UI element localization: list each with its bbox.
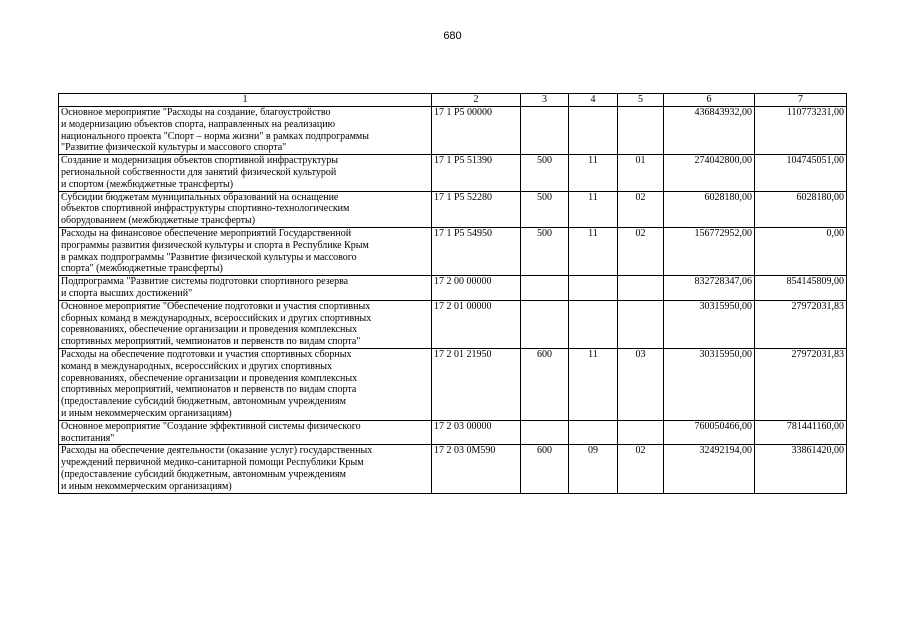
row-subsection: 01 bbox=[618, 155, 664, 191]
row-subsection: 03 bbox=[618, 348, 664, 420]
row-expense-type: 500 bbox=[521, 191, 569, 227]
row-amount-col6: 30315950,00 bbox=[664, 348, 755, 420]
table-body bbox=[59, 107, 847, 494]
description-line: спортивных мероприятий, чемпионатов и первенств по видам спорта bbox=[61, 384, 357, 396]
row-amount-col6: 436843932,00 bbox=[664, 107, 755, 155]
row-code: 17 1 P5 54950 bbox=[432, 227, 521, 275]
description-line: национального проекта "Спорт – норма жизни" в рамках подпрограммы bbox=[61, 130, 369, 142]
description-line: Подпрограмма "Развитие системы подготовки спортивного резерва bbox=[61, 276, 349, 288]
description-line: (предоставление субсидий бюджетным, автономным учреждениям bbox=[61, 396, 346, 408]
column-header: 2 bbox=[432, 94, 521, 107]
column-header: 5 bbox=[618, 94, 664, 107]
table-row bbox=[59, 191, 847, 227]
description-line: (предоставление субсидий бюджетным, автономным учреждениям bbox=[61, 468, 346, 480]
description-line: спортивных мероприятий, чемпионатов и первенств по видам спорта" bbox=[61, 336, 361, 348]
row-description bbox=[59, 155, 432, 191]
description-line: региональной собственности для занятий физической культурой bbox=[61, 166, 337, 178]
row-description bbox=[59, 227, 432, 275]
description-line: Создание и модернизация объектов спортивной инфраструктуры bbox=[61, 155, 338, 167]
table-row bbox=[59, 300, 847, 348]
description-line: оборудованием (межбюджетные трансферты) bbox=[61, 215, 256, 227]
row-amount-col6: 760050466,00 bbox=[664, 420, 755, 445]
description-line: команд в международных, всероссийских и других спортивных bbox=[61, 360, 333, 372]
row-amount-col7: 6028180,00 bbox=[755, 191, 847, 227]
table-row bbox=[59, 348, 847, 420]
row-subsection bbox=[618, 107, 664, 155]
row-expense-type bbox=[521, 276, 569, 301]
description-line: и иным некоммерческим организациям) bbox=[61, 407, 232, 419]
row-expense-type: 500 bbox=[521, 155, 569, 191]
description-line: и спортом (межбюджетные трансферты) bbox=[61, 178, 234, 190]
table-header-row bbox=[59, 94, 847, 107]
description-line: объектов спортивной инфраструктуры спортивно-технологическим bbox=[61, 203, 350, 215]
row-description bbox=[59, 445, 432, 493]
row-section bbox=[569, 300, 618, 348]
description-line: в рамках подпрограммы "Развитие физической культуры и массового bbox=[61, 251, 357, 263]
row-description bbox=[59, 348, 432, 420]
description-line: спорта" (межбюджетные трансферты) bbox=[61, 263, 223, 275]
row-amount-col7: 781441160,00 bbox=[755, 420, 847, 445]
row-subsection: 02 bbox=[618, 191, 664, 227]
row-subsection bbox=[618, 420, 664, 445]
row-code: 17 2 00 00000 bbox=[432, 276, 521, 301]
description-line: соревнованиях, обеспечение организации и проведения комплексных bbox=[61, 372, 358, 384]
row-section bbox=[569, 107, 618, 155]
description-line: Субсидии бюджетам муниципальных образований на оснащение bbox=[61, 191, 339, 203]
column-header: 3 bbox=[521, 94, 569, 107]
column-header: 6 bbox=[664, 94, 755, 107]
row-amount-col7: 104745051,00 bbox=[755, 155, 847, 191]
description-line: Расходы на обеспечение подготовки и участия спортивных сборных bbox=[61, 348, 352, 360]
row-code: 17 2 03 0M590 bbox=[432, 445, 521, 493]
description-line: соревнованиях, обеспечение организации и проведения комплексных bbox=[61, 324, 358, 336]
row-description bbox=[59, 276, 432, 301]
row-description bbox=[59, 300, 432, 348]
description-line: учреждений первичной медико-санитарной помощи Республики Крым bbox=[61, 457, 364, 469]
description-line: и иным некоммерческим организациям) bbox=[61, 480, 232, 492]
row-description bbox=[59, 107, 432, 155]
row-expense-type bbox=[521, 420, 569, 445]
row-amount-col7: 27972031,83 bbox=[755, 300, 847, 348]
description-line: сборных команд в международных, всероссийских и других спортивных bbox=[61, 312, 372, 324]
row-amount-col6: 274042800,00 bbox=[664, 155, 755, 191]
row-code: 17 1 P5 52280 bbox=[432, 191, 521, 227]
row-amount-col7: 110773231,00 bbox=[755, 107, 847, 155]
description-line: Основное мероприятие "Расходы на создание, благоустройство bbox=[61, 107, 331, 118]
row-section: 11 bbox=[569, 155, 618, 191]
row-subsection bbox=[618, 300, 664, 348]
page-number: 680 bbox=[443, 30, 462, 42]
column-header: 4 bbox=[569, 94, 618, 107]
row-code: 17 1 P5 51390 bbox=[432, 155, 521, 191]
description-line: и модернизацию объектов спорта, направленных на реализацию bbox=[61, 118, 336, 130]
row-code: 17 2 01 21950 bbox=[432, 348, 521, 420]
row-expense-type: 500 bbox=[521, 227, 569, 275]
row-description bbox=[59, 191, 432, 227]
row-amount-col7: 854145809,00 bbox=[755, 276, 847, 301]
row-expense-type: 600 bbox=[521, 445, 569, 493]
table-row bbox=[59, 107, 847, 155]
row-subsection bbox=[618, 276, 664, 301]
table-row bbox=[59, 445, 847, 493]
row-amount-col7: 0,00 bbox=[755, 227, 847, 275]
description-line: "Развитие физической культуры и массового спорта" bbox=[61, 142, 287, 154]
row-section: 11 bbox=[569, 191, 618, 227]
row-subsection: 02 bbox=[618, 445, 664, 493]
row-expense-type bbox=[521, 300, 569, 348]
row-expense-type bbox=[521, 107, 569, 155]
row-amount-col6: 32492194,00 bbox=[664, 445, 755, 493]
row-code: 17 2 01 00000 bbox=[432, 300, 521, 348]
budget-table bbox=[58, 93, 847, 494]
row-section bbox=[569, 420, 618, 445]
row-amount-col6: 30315950,00 bbox=[664, 300, 755, 348]
row-amount-col6: 156772952,00 bbox=[664, 227, 755, 275]
row-amount-col6: 6028180,00 bbox=[664, 191, 755, 227]
table-row bbox=[59, 276, 847, 301]
row-amount-col7: 33861420,00 bbox=[755, 445, 847, 493]
row-subsection: 02 bbox=[618, 227, 664, 275]
table-row bbox=[59, 155, 847, 191]
row-code: 17 1 P5 00000 bbox=[432, 107, 521, 155]
row-code: 17 2 03 00000 bbox=[432, 420, 521, 445]
row-section bbox=[569, 276, 618, 301]
description-line: и спорта высших достижений" bbox=[61, 287, 193, 299]
row-description bbox=[59, 420, 432, 445]
description-line: Основное мероприятие "Создание эффективной системы физического bbox=[61, 420, 361, 432]
row-amount-col6: 832728347,06 bbox=[664, 276, 755, 301]
column-header: 7 bbox=[755, 94, 847, 107]
row-section: 11 bbox=[569, 227, 618, 275]
row-amount-col7: 27972031,83 bbox=[755, 348, 847, 420]
table-row bbox=[59, 420, 847, 445]
table-row bbox=[59, 227, 847, 275]
row-section: 09 bbox=[569, 445, 618, 493]
description-line: воспитания" bbox=[61, 432, 115, 444]
description-line: Расходы на обеспечение деятельности (оказание услуг) государственных bbox=[61, 445, 373, 457]
description-line: программы развития физической культуры и спорта в Республике Крым bbox=[61, 239, 369, 251]
description-line: Расходы на финансовое обеспечение мероприятий Государственной bbox=[61, 227, 352, 239]
column-header: 1 bbox=[59, 94, 432, 107]
row-section: 11 bbox=[569, 348, 618, 420]
description-line: Основное мероприятие "Обеспечение подготовки и участия спортивных bbox=[61, 300, 371, 312]
row-expense-type: 600 bbox=[521, 348, 569, 420]
